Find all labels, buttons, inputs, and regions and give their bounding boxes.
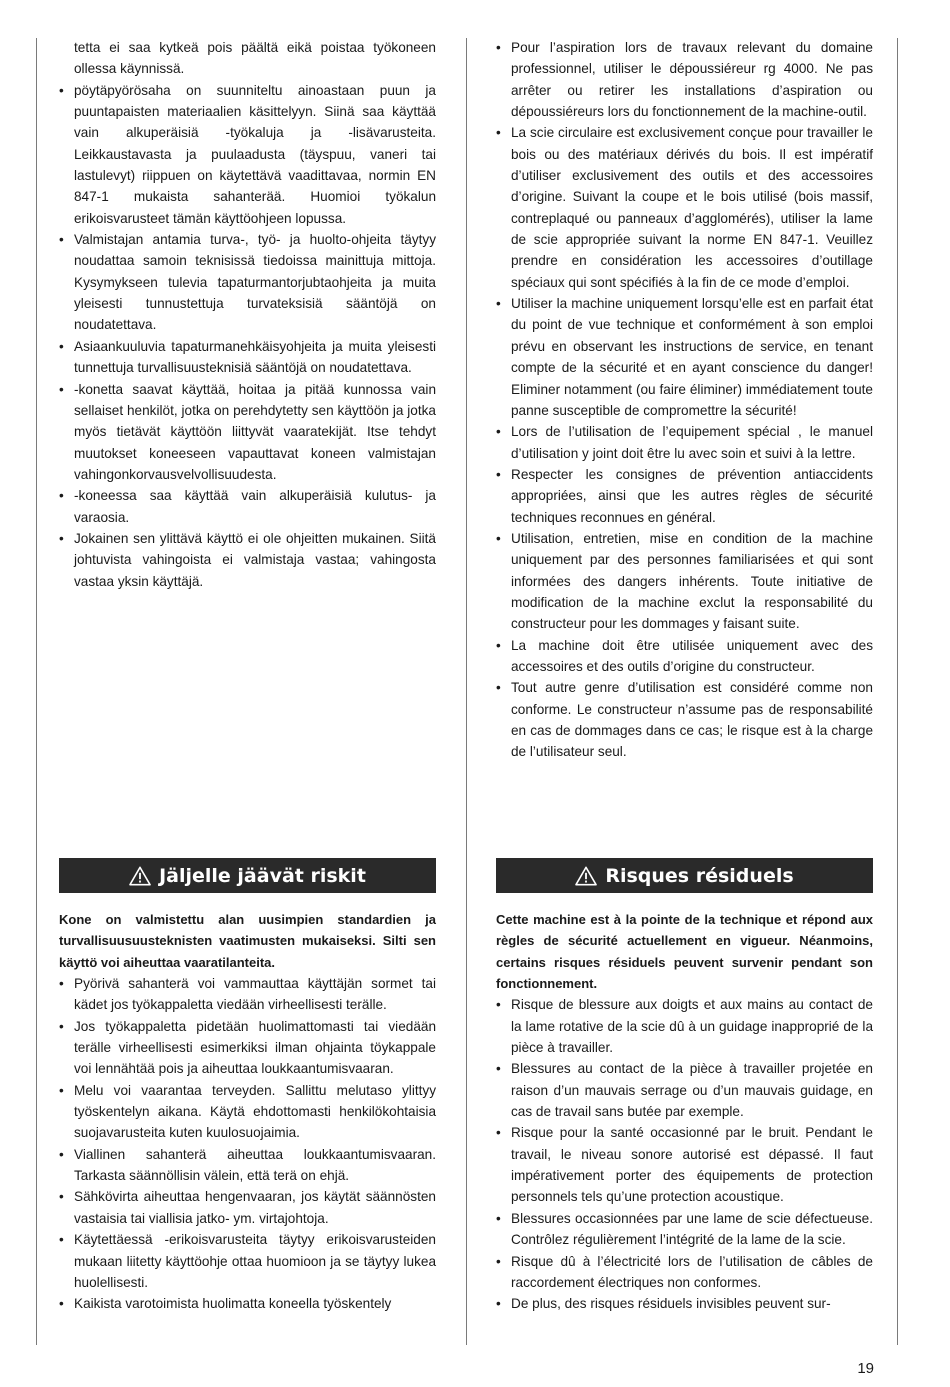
section-title: Risques résiduels	[605, 864, 794, 887]
right-risk-list	[496, 994, 873, 1314]
warning-triangle-icon	[129, 866, 151, 886]
list-item: • Utiliser la machine uniquement lorsqu’elle est en parfait état du point de vue technique et conformément à son emploi prévu en observant les instructions de service, en tenant compte de la sécurité et en ayant conscience du danger! Eliminer notamment (ou faire éliminer) immédiatement toute panne susceptible de compromettre la sécurité!	[496, 293, 873, 421]
left-risk-list	[59, 973, 436, 1315]
list-item: • Pyörivä sahanterä voi vammauttaa käyttäjän sormet tai kädet jos työkappaletta viedään virheellisesti terälle.	[59, 973, 436, 1016]
section-heading-residual-risks-fr	[496, 858, 873, 893]
list-item: • Jos työkappaletta pidetään huolimattomasti tai viedään terälle virheellisesti esimerkiksi ilman ohjainta töykappale voi lennähtää pois ja aiheuttaa loukkaantumisvaaran.	[59, 1016, 436, 1080]
list-item: • Asiaankuuluvia tapaturmanehkäisyohjeita ja muita yleisesti tunnettuja turvallisuusteknisiä sääntöjä on noudatettava.	[59, 336, 436, 379]
left-continuation-text: tetta ei saa kytkeä pois päältä eikä poistaa työkoneen ollessa käynnissä.	[74, 40, 436, 77]
left-column-safety-text	[59, 37, 436, 592]
right-margin-rule	[897, 38, 898, 1345]
list-item: • La machine doit être utilisée uniquement avec des accessoires et des outils d’origine du constructeur.	[496, 635, 873, 678]
list-item: • Pour l’aspiration lors de travaux relevant du domaine professionnel, utiliser le dépoussiéreur rg 4000. Ne pas arrêter ou retirer les installations d’aspiration ou dépoussiéreurs lors du fonctionnement de la machine-outil.	[496, 37, 873, 122]
list-item: • Tout autre genre d’utilisation est considéré comme non conforme. Le constructeur n’assume pas de responsabilité en cas de dommages dans ce cas; le risque est à la charge de l’utilisateur seul.	[496, 677, 873, 762]
center-column-rule	[466, 38, 467, 1345]
list-item: • Kaikista varotoimista huolimatta koneella työskentely	[59, 1293, 436, 1314]
list-item: • Lors de l’utilisation de l’equipement spécial , le manuel d’utilisation y joint doit être lu avec soin et suivi à la lettre.	[496, 421, 873, 464]
left-margin-rule	[36, 38, 37, 1345]
list-item: • Blessures au contact de la pièce à travailler projetée en raison d’un mauvais serrage ou d’un mauvais guidage, en cas de travail sans butée par exemple.	[496, 1058, 873, 1122]
list-item: • Jokainen sen ylittävä käyttö ei ole ohjeitten mukainen. Siitä johtuvista vahingoista ei valmistaja vastaa; vahingosta vastaa yksin käyttäjä.	[59, 528, 436, 592]
left-bullet-list	[59, 80, 436, 592]
list-item: • Blessures occasionnées par une lame de scie défectueuse. Contrôlez régulièrement l’intégrité de la lame de la scie.	[496, 1208, 873, 1251]
warning-triangle-icon	[575, 866, 597, 886]
list-item: • -konetta saavat käyttää, hoitaa ja pitää kunnossa vain sellaiset henkilöt, jotka on perehdytetty sen käyttöön ja jotka myös tietävät käyttöön liittyvät vaaratekijät. Itse tehdyt muutokset koneeseen vapauttavat koneen valmistajan vahingonkorvausvelvollisuudesta.	[59, 379, 436, 486]
section-intro: Cette machine est à la pointe de la technique et répond aux règles de sécurité actuellement en vigueur. Néanmoins, certains risques résiduels peuvent survenir pendant son fonctionnement.	[496, 912, 873, 992]
list-item: • De plus, des risques résiduels invisibles peuvent sur-	[496, 1293, 873, 1314]
list-item: • pöytäpyörösaha on suunniteltu ainoastaan puun ja puuntapaisten materiaalien käsittelyyn. Siinä saa käyttää vain alkuperäisiä -työkaluja ja -lisävarusteita. Leikkaustavasta ja puulaadusta (täyspuu, vaneri tai lastulevyt) riippuen on käytettävä vaadittavaa, normin EN 847-1 mukaista sahanterää. Huomioi työkalun erikoisvarusteet tämän käyttöohjeen lopussa.	[59, 80, 436, 229]
section-heading-residual-risks-fi	[59, 858, 436, 893]
list-item: • Käytettäessä -erikoisvarusteita täytyy erikoisvarusteiden mukaan liitetty käyttöohje ottaa huomioon ja se täytyy lukea huolellisesti.	[59, 1229, 436, 1293]
right-column-safety-text	[496, 37, 873, 763]
list-item: • Risque de blessure aux doigts et aux mains au contact de la lame rotative de la scie dû à un guidage inapproprié de la pièce à travailler.	[496, 994, 873, 1058]
page-number: 19	[857, 1360, 874, 1377]
right-residual-risks-text	[496, 909, 873, 1315]
list-item: • -koneessa saa käyttää vain alkuperäisiä kulutus- ja varaosia.	[59, 485, 436, 528]
list-item: • Risque dû à l’électricité lors de l’utilisation de câbles de raccordement électriques non conformes.	[496, 1251, 873, 1294]
section-title: Jäljelle jäävät riskit	[159, 864, 366, 887]
list-item: • Melu voi vaarantaa terveyden. Sallittu melutaso ylittyy työskentelyn aikana. Käytä ehdottomasti henkilökohtaisia suojavarusteita kuten kuulosuojaimia.	[59, 1080, 436, 1144]
list-item: • Respecter les consignes de prévention antiaccidents appropriées, ainsi que les autres règles de sécurité techniques reconnues en général.	[496, 464, 873, 528]
list-item: • Valmistajan antamia turva-, työ- ja huolto-ohjeita täytyy noudattaa samoin teknisissä tiedoissa mainittuja mittoja. Kysymykseen tulevia tapaturmantorjubtaohjeita ja muita yleisesti tunnustettuja turvateksisiä sääntöjä on noudatettava.	[59, 229, 436, 336]
list-item: • Utilisation, entretien, mise en condition de la machine uniquement par des personnes familiarisées et qui sont informées des dangers inhérents. Toute initiative de modification de la machine exclut la responsabilité du constructeur pour les dommages y faisant suite.	[496, 528, 873, 635]
list-item: • Viallinen sahanterä aiheuttaa loukkaantumisvaaran. Tarkasta säännöllisin välein, että terä on ehjä.	[59, 1144, 436, 1187]
list-item: • Sähkövirta aiheuttaa hengenvaaran, jos käytät säännösten vastaisia tai viallisia jatko- ym. virtajohtoja.	[59, 1186, 436, 1229]
list-item: • Risque pour la santé occasionné par le bruit. Pendant le travail, le niveau sonore autorisé est dépassé. Il faut impérativement porter des équipements de protection personnels tels qu’une protection acoustique.	[496, 1122, 873, 1207]
right-bullet-list	[496, 37, 873, 763]
section-intro: Kone on valmistettu alan uusimpien standardien ja turvallisuusuusteknisten vaatimusten mukaiseksi. Silti sen käyttö voi aiheuttaa vaaratilanteita.	[59, 912, 436, 970]
list-item: • La scie circulaire est exclusivement conçue pour travailler le bois ou des matériaux dérivés du bois. Il est impératif d’utiliser exclusivement des outils et des accessoires d’origine. Suivant la coupe et le bois utilisé (bois massif, contreplaqué ou panneaux d’agglomérés), utiliser la lame de scie appropriée suivant la norme EN 847-1. Veuillez prendre en considération les accessoires d’outillage spéciaux qui sont spécifiés à la fin de ce mode d’emploi.	[496, 122, 873, 293]
left-residual-risks-text	[59, 909, 436, 1315]
